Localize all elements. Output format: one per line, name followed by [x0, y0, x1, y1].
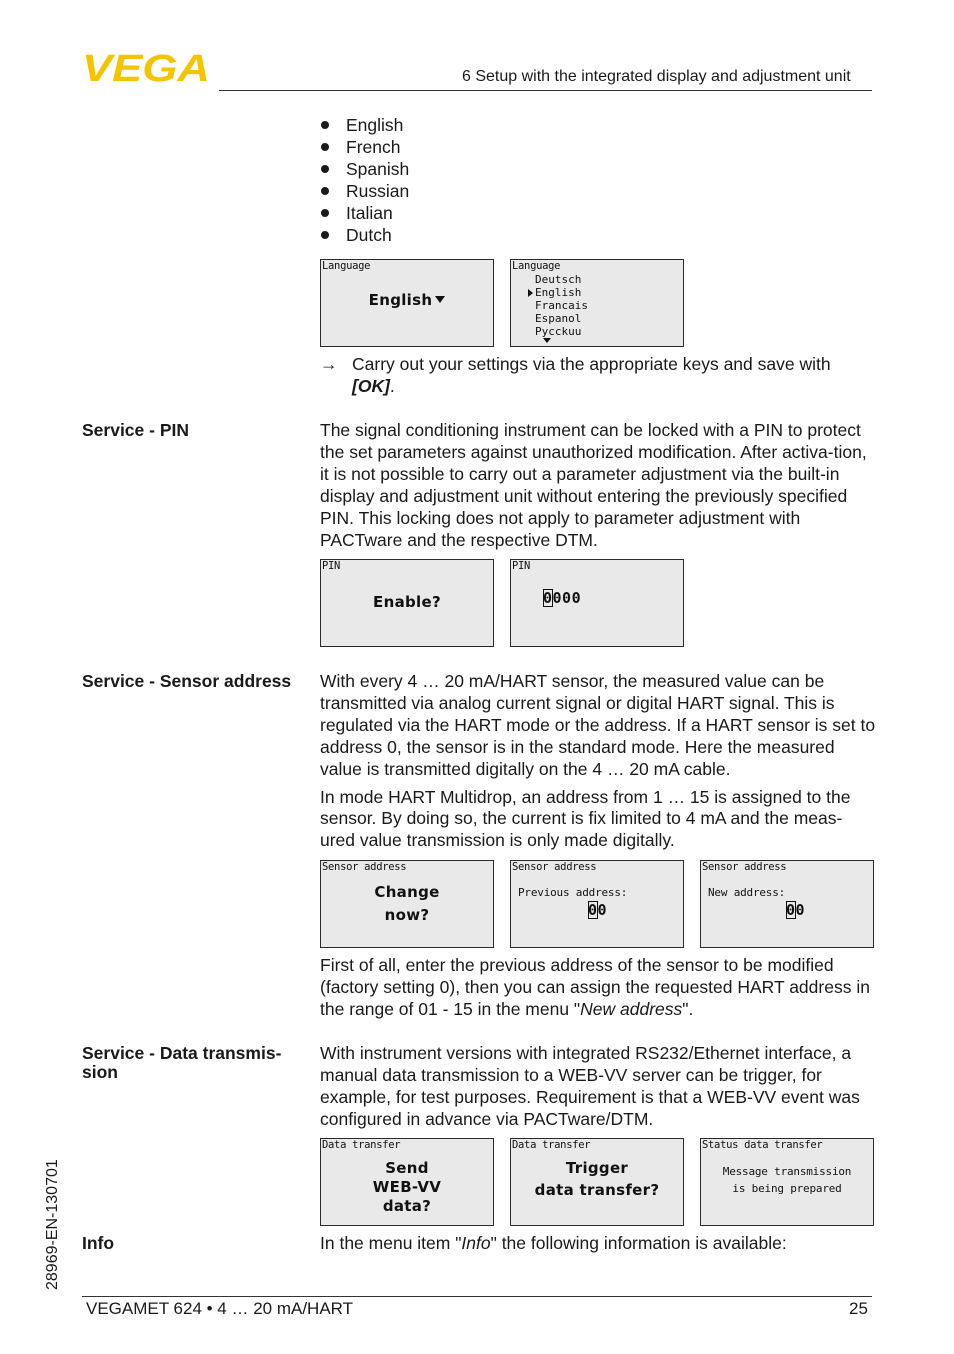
display-line: Send: [385, 1159, 429, 1177]
language-menu: [535, 273, 588, 338]
footer-divider: [82, 1296, 872, 1297]
info-label: Info: [82, 1233, 115, 1253]
language-display-1: [320, 259, 494, 347]
address-cursor-digit: 0: [786, 901, 796, 919]
display-title: PIN: [512, 560, 531, 572]
display-title: Sensor address: [322, 861, 407, 873]
display-line: data?: [382, 1197, 432, 1215]
pin-display-1: [320, 559, 494, 647]
sensor-address-display-2: [510, 860, 684, 948]
display-value: Enable?: [373, 593, 441, 611]
list-item: Italian: [320, 202, 409, 224]
display-title: Language: [512, 260, 561, 272]
display-title: Sensor address: [512, 861, 597, 873]
menu-item: Deutsch: [535, 273, 582, 286]
service-pin-text: The signal conditioning instrument can be locked with a PIN to protect the set parameters against unauthorized modification. After activa-tion, it is not possible to carry out a parameter adjustment via the built-in display and adjustment unit without entering the previously specified PIN. This locking does not apply to parameter adjustment with PACTware and the respective DTM.: [320, 420, 867, 550]
service-data-transmission-label: Service - Data transmis- sion: [82, 1043, 282, 1082]
menu-item: Pycckuu: [535, 325, 582, 338]
data-transfer-display-1: [320, 1138, 494, 1226]
page-number: 25: [849, 1299, 868, 1318]
ok-key: [OK]: [352, 375, 390, 396]
info-text: In the menu item "Info" the following information is available:: [320, 1233, 787, 1253]
footer-product: VEGAMET 624 • 4 … 20 mA/HART: [86, 1299, 354, 1318]
address-code: [588, 901, 607, 919]
pin-cursor-digit: 0: [543, 589, 553, 607]
list-item: French: [320, 136, 409, 158]
address-code: [786, 901, 805, 919]
display-line: Trigger: [565, 1159, 629, 1177]
display-line: now?: [384, 906, 430, 924]
language-list: [320, 114, 409, 246]
display-line: data transfer?: [534, 1181, 660, 1199]
display-title: PIN: [322, 560, 341, 572]
language-display-2: [510, 259, 684, 347]
display-title: Language: [322, 260, 371, 272]
pin-code: [543, 589, 581, 607]
svg-text:VEGA: VEGA: [82, 52, 210, 84]
display-value: English: [368, 291, 433, 309]
pin-display-2: [510, 559, 684, 647]
menu-item-selected: English: [535, 286, 588, 299]
display-title: Sensor address: [702, 861, 787, 873]
address-rest-digits: 0: [597, 901, 608, 919]
selection-arrow-icon: [528, 289, 533, 297]
instruction-text: Carry out your settings via the appropriate keys and save with: [352, 354, 831, 374]
arrow-instruction: [320, 354, 876, 398]
data-transfer-display-2: [510, 1138, 684, 1226]
list-item: Spanish: [320, 158, 409, 180]
list-item: Russian: [320, 180, 409, 202]
menu-item: Francais: [535, 299, 588, 312]
document-id: 28969-EN-130701: [44, 1159, 61, 1290]
service-sensor-address-label: Service - Sensor address: [82, 671, 292, 691]
display-line: Change: [374, 883, 440, 901]
sensor-address-followup-text: First of all, enter the previous address of the sensor to be modified (factory setting 0), then you can assign the requested HART address in the range of 01 - 15 in the menu "New address".: [320, 955, 870, 1019]
display-title: Data transfer: [322, 1139, 401, 1151]
service-data-transmission-text: With instrument versions with integrated RS232/Ethernet interface, a manual data transmission to a WEB-VV server can be trigger, for example, for test purposes. Requirement is that a WEB-VV event was configured in advance via PACTware/DTM.: [320, 1043, 860, 1129]
header-section-title: 6 Setup with the integrated display and adjustment unit: [462, 68, 851, 85]
vega-logo: [82, 52, 212, 84]
header-divider: [219, 90, 872, 91]
menu-item: Espanol: [535, 312, 582, 325]
instruction-end: .: [389, 375, 395, 396]
service-sensor-address-text: With every 4 … 20 mA/HART sensor, the measured value can be transmitted via analog current signal or digital HART signal. This is regulated via the HART mode or the address. If a HART sensor is set to address 0, the sensor is in the standard mode. Here the measured value is transmitted digitally on the 4 … 20 mA cable. In mode HART Multidrop, an address from 1 … 15 is assigned to the sensor. By doing so, the current is fix limited to 4 mA and the meas-ured value transmission is only made digitally.: [320, 671, 876, 851]
pin-rest-digits: 000: [552, 589, 582, 607]
sensor-address-display-3: [700, 860, 874, 948]
service-pin-label: Service - PIN: [82, 420, 189, 440]
display-line: is being prepared: [732, 1182, 842, 1195]
list-item: English: [320, 114, 409, 136]
dropdown-arrow-icon: [435, 296, 445, 303]
display-label: Previous address:: [518, 886, 628, 899]
display-line: Message transmission: [722, 1165, 852, 1178]
display-line: WEB-VV: [372, 1178, 442, 1196]
sensor-address-display-1: [320, 860, 494, 948]
address-rest-digits: 0: [795, 901, 806, 919]
data-transfer-display-3: [700, 1138, 874, 1226]
address-cursor-digit: 0: [588, 901, 598, 919]
display-title: Data transfer: [512, 1139, 591, 1151]
display-label: New address:: [708, 886, 786, 899]
list-item: Dutch: [320, 224, 409, 246]
scroll-down-icon: [543, 338, 551, 343]
display-title: Status data transfer: [702, 1139, 823, 1151]
arrow-icon: →: [320, 354, 338, 374]
